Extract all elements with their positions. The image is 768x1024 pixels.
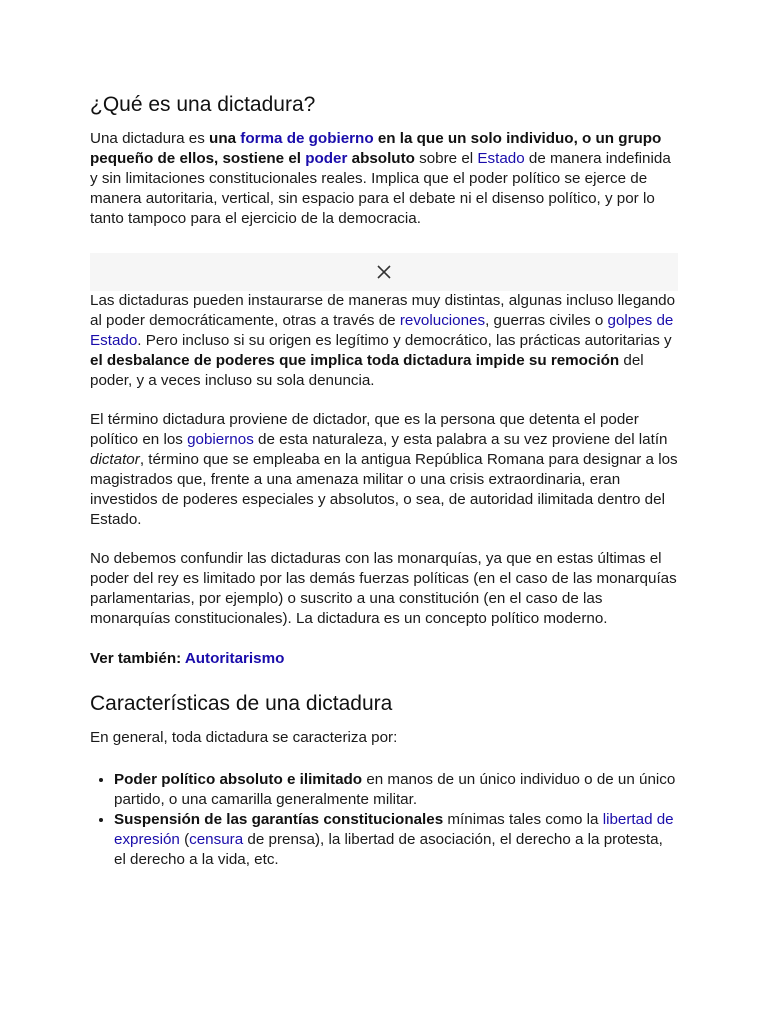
ad-slot: [90, 253, 678, 291]
link-poder[interactable]: poder: [305, 150, 348, 168]
paragraph-monarquias: No debemos confundir las dictaduras con las monarquías, ya que en estas últimas el poder del rey es limitado por las demás fuerzas políticas (en el caso de las monarquías parlamentarias, por ejemplo) o suscrito a una constitución (en el caso de las monarquías constitucionales). La dictadura es un concepto político moderno.: [90, 550, 677, 628]
text: . Pero incluso si su origen es legítimo y democrático, las prácticas autoritarias y: [137, 332, 672, 350]
bold-text: Suspensión de las garantías constitucionales: [114, 811, 444, 829]
italic-text: dictator: [90, 451, 140, 469]
text: de manera indefinida y sin limitaciones constitucionales reales. Implica que el poder político se ejerce de manera autoritaria, vertical, sin espacio para el debate ni el disenso político, y por lo tanto tampoco para el ejercicio de la democracia.: [90, 150, 671, 228]
section-title-caracteristicas: Características de una dictadura: [90, 692, 393, 716]
text: Una dictadura es: [90, 130, 210, 148]
close-icon[interactable]: [376, 264, 392, 280]
bold-text: Poder político absoluto e ilimitado: [114, 771, 363, 789]
link-libertad-de-expresion[interactable]: libertad de expresión: [114, 811, 674, 849]
text: Las dictaduras pueden instaurarse de maneras muy distintas, algunas incluso llegando al poder democráticamente, otras a través de: [90, 292, 676, 330]
bold-text: absoluto: [347, 150, 415, 168]
paragraph-etimologia: [90, 410, 678, 530]
link-autoritarismo[interactable]: Autoritarismo: [184, 650, 285, 668]
text: del poder, y a veces incluso su sola denuncia.: [90, 352, 644, 390]
bold-text: una: [209, 130, 241, 148]
text: sobre el: [414, 150, 478, 168]
text: en manos de un único individuo o de un único partido, o una camarilla generalmente militar.: [114, 771, 676, 809]
see-also-label: Ver también:: [90, 650, 185, 668]
link-forma-de-gobierno[interactable]: forma de gobierno: [240, 130, 374, 148]
text: de esta naturaleza, y esta palabra a su vez proviene del latín: [253, 431, 668, 449]
link-gobiernos[interactable]: gobiernos: [187, 431, 254, 449]
section-intro: En general, toda dictadura se caracteriza por:: [90, 729, 398, 747]
link-estado[interactable]: Estado: [477, 150, 525, 168]
paragraph-definition: [90, 129, 678, 229]
features-list: [90, 770, 678, 870]
text: El término dictadura proviene de dictador, que es la persona que detenta el poder político en los: [90, 411, 639, 449]
link-golpes-de-estado[interactable]: golpes de Estado: [90, 312, 674, 350]
text: (: [179, 831, 190, 849]
list-item: [114, 770, 678, 810]
text: , guerras civiles o: [485, 312, 608, 330]
text: , término que se empleaba en la antigua República Romana para designar a los magistrados que, frente a una amenaza militar o una crisis extraordinaria, eran investidos de poderes especiales y absolutos, o sea, de autoridad ilimitada dentro del Estado.: [90, 451, 678, 529]
link-revoluciones[interactable]: revoluciones: [399, 312, 486, 330]
list-item: [114, 810, 678, 870]
page-title: ¿Qué es una dictadura?: [90, 93, 316, 116]
bold-text: en la que un solo individuo, o un grupo pequeño de ellos, sostiene el: [90, 130, 662, 168]
bold-text: el desbalance de poderes que implica toda dictadura impide su remoción: [90, 352, 620, 370]
paragraph-instauracion: [90, 291, 678, 391]
see-also: [90, 649, 678, 669]
article: [90, 92, 678, 870]
text: mínimas tales como la: [443, 811, 603, 829]
text: de prensa), la libertad de asociación, el derecho a la protesta, el derecho a la vida, etc.: [114, 831, 663, 869]
link-censura[interactable]: censura: [189, 831, 244, 849]
